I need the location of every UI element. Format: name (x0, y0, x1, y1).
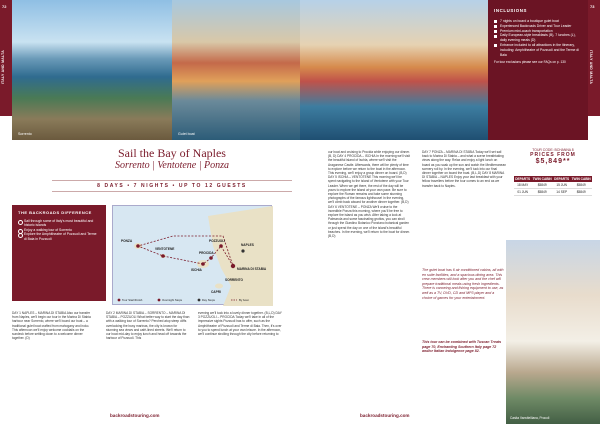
legend-item: Day Stops (202, 298, 215, 302)
photo-caption: Casita Vanvitelliana, Procoli (510, 416, 550, 420)
table-cell: $5849 (531, 189, 553, 196)
itinerary-column: DAY 2 MARINA DI STABIA – SORRENTO – MARINA DI STABIA – POZZUOLI What better way to start the day than with a walking tour of Sorrento? Perched atop steep cliffs overlooking the busy marinas, the city is known for stunning sea views and café-lined streets. We'll return to our boat mid-day to enjoy lunch and head off towards the harbour of Pozzuoli. This (106, 311, 190, 341)
map-label: POZZUOLI (209, 239, 226, 243)
photo-caption: Sorrento (18, 132, 32, 136)
naples-marker (241, 249, 244, 252)
route-map-graphic (113, 206, 273, 306)
list-item: Experienced Backroads Driver and Tour Leader (494, 24, 582, 29)
map-label: ISCHIA (191, 268, 202, 272)
itinerary-column: evening we'll tuck into a lovely dinner together. (B,L,D) DAY 3 POZZUOLI – PROCIDA Today we'll take in all of the impressive sights Pozzuoli has to offer, such as the Amphitheatre of Pozzuoli and Terme di Baia. Then, it's over to you to spend lunch at your own leisure. In the afternoon, we'll continue strolling through the city before returning to (198, 311, 282, 337)
route-map (112, 205, 272, 305)
price-table-header: DEPARTS (515, 177, 531, 181)
page-number: 72 (2, 4, 7, 9)
side-tab-label: ITALY AND MALTA (1, 50, 5, 85)
page-number: 73 (590, 4, 595, 9)
inclusions-note: For tour exclusions please see our FAQs on p. 130 (494, 60, 566, 65)
list-item: Enjoy a walking tour of Sorrento (18, 228, 100, 232)
coastal-town-photo (300, 0, 488, 140)
table-cell: 18 MAY (514, 182, 531, 189)
sorrento-photo (12, 0, 172, 140)
map-label: MARINA DI STABIA (237, 267, 267, 271)
map-label: PROCIDA (199, 251, 214, 255)
map-label: SORRENTO (225, 278, 244, 282)
list-item: Explore the Amphitheatre of Pozzuoli and Terme di Baia in Pozzuoli (18, 232, 100, 241)
prices-from-label: PRICES FROM (530, 152, 576, 158)
table-cell: 01 JUN (514, 189, 531, 196)
legend-item: By boat (239, 298, 249, 302)
combine-tours-text: This tour can be combined with Tuscan Treats page 70, Enchanting Southern Italy page 72 and/or Italian Indulgence page 82. (422, 340, 502, 354)
list-item: Premium mini-coach transportation (494, 29, 582, 34)
palace-photo (506, 240, 600, 424)
table-cell: $5849 (570, 189, 592, 196)
itinerary-column: DAY 7 PONZA – MARINA DI STABIA Today we'll set sail back to Marina Di Stabia – and what a scene breathtaking views along the way. Relax and enjoy a light lunch on board as you soak up the sun and watch the Mediterranean scenery roll by. In the evening, we'll tuck into our final dinner together on board the boat. (B,L,D) DAY 8 MARINA DI STABIA – NAPLES Enjoy your last breakfast with your fellow travellers before the tour comes to an end as we transfer back to Naples. (422, 150, 506, 188)
table-cell: $5849 (531, 182, 553, 189)
table-cell: 15 JUN (553, 182, 570, 189)
itinerary-column: DAY 1 NAPLES – MARINA DI STABIA Also our transfer from Naples, we'll begin our tour in the Marina Di Stabia harbour near Sorrento, where we'll board our boat – a traditional gulet boat crafted from mahogany and iroko. This afternoon we'll enjoy welcome cocktails on the sundeck before settling down to a welcome dinner together. (D) (12, 311, 91, 341)
list-item: Sail through some of Italy's most beautiful and historic islands (18, 219, 100, 228)
map-label: CAPRI (211, 290, 221, 294)
inclusions-panel (488, 0, 588, 140)
inclusions-list (494, 19, 582, 57)
list-item: Daily European-style breakfasts (B), 7 lunches (L), daily evening meals (D) (494, 33, 582, 43)
gulet-boat-photo (172, 0, 300, 140)
itinerary-column: our boat and cruising to Procida while enjoying our dinner. (B, D) DAY 4 PROCIDA – ISCHIA In the morning we'll visit the beautiful island of Ischia, where we'll visit the Aragonese Castle. Afterwards, there will be plenty of time to explore before we return to the boat in the afternoon. This evening, we'll enjoy a group dinner on board. (B,D) DAY 5 ISCHIA – VENTOTENE This morning we'll be spent navigating to the island of Ventotene with your Tour Leader. When we get there, the rest of the day will be yours to explore the island at your own pace. Be sure to explore the Roman remains and take some stunning photographs of the famous lighthouse! In the evening, we'll climb back aboard for another dinner together. (B,D) DAY 6 VENTOTENE – PONZA We'll cruise to the incredible Ponza this morning, where you'll be free to explore the island as you wish. After taking a look at Palmarola and some fascinating grottos, you can stroll through the Giardino Botanico Ponziano botanical garden or just spend the day on one of the island's beautiful beaches. In the evening, we'll return to the boat for dinner. (B,D) (328, 150, 410, 239)
list-item: Entrance included to all attractions in the itinerary, including: Amphitheatre of Pozzuoli and the Terme di Baia (494, 43, 582, 57)
price-value: $5,849** (535, 158, 571, 165)
legend-item: Tour Start/Finish (122, 298, 143, 302)
price-table-header: DEPARTS (554, 177, 570, 181)
price-table-header: TWIN CABIN (571, 177, 591, 181)
price-header (514, 148, 592, 165)
page-title: Sail the Bay of Naples (118, 146, 226, 160)
right-page (300, 0, 600, 424)
trip-stats: 8 DAYS • 7 NIGHTS • UP TO 12 GUESTS (52, 180, 292, 192)
marina-di-stabia-marker (231, 264, 235, 268)
photo-caption: Gulet boat (178, 132, 195, 136)
experience-box (12, 205, 106, 301)
gulet-description: The gulet boat has 6 air conditioned cabins, all with en suite facilities, and a spacious dining area. This crew members will look after you and the chef will prepare traditional meals using fresh ingredients. There is canoeing and fishing equipment to use, as well as a TV, DVD, CD and MP3 player and a choice of games for your entertainment. (422, 268, 504, 300)
side-tab (0, 0, 12, 116)
table-cell: 14 SEP (553, 189, 570, 196)
map-label: PONZA (121, 239, 133, 243)
experience-list (18, 219, 100, 241)
price-table-header: TWIN CABIN (532, 177, 552, 181)
footer-url[interactable]: backroadstouring.com (360, 413, 410, 418)
map-label: NAPLES (241, 243, 254, 247)
ponza-marker (136, 244, 140, 248)
map-label: VENTOTENE (155, 247, 175, 251)
capri-island (215, 284, 223, 289)
ventotene-marker (161, 254, 165, 258)
side-tab-label: ITALY AND MALTA (589, 50, 593, 85)
legend-item: Overnight Stops (162, 298, 183, 302)
pozzuoli-marker (219, 244, 223, 248)
table-row (514, 189, 592, 196)
page-subtitle: Sorrento | Ventotene | Ponza (115, 160, 229, 171)
experience-heading: THE BACKROADS DIFFERENCE (18, 210, 92, 215)
table-cell: $5849 (570, 182, 592, 189)
price-table (514, 176, 592, 196)
tour-code: TOUR CODE: BCHANNA 8 (532, 148, 574, 152)
ischia-marker (201, 262, 205, 266)
footer-url[interactable]: backroadstouring.com (110, 413, 160, 418)
inclusions-heading: INCLUSIONS (494, 8, 528, 13)
side-tab (588, 0, 600, 116)
procida-marker (209, 256, 213, 260)
list-item: 7 nights on board a boutique gulet boat (494, 19, 582, 24)
